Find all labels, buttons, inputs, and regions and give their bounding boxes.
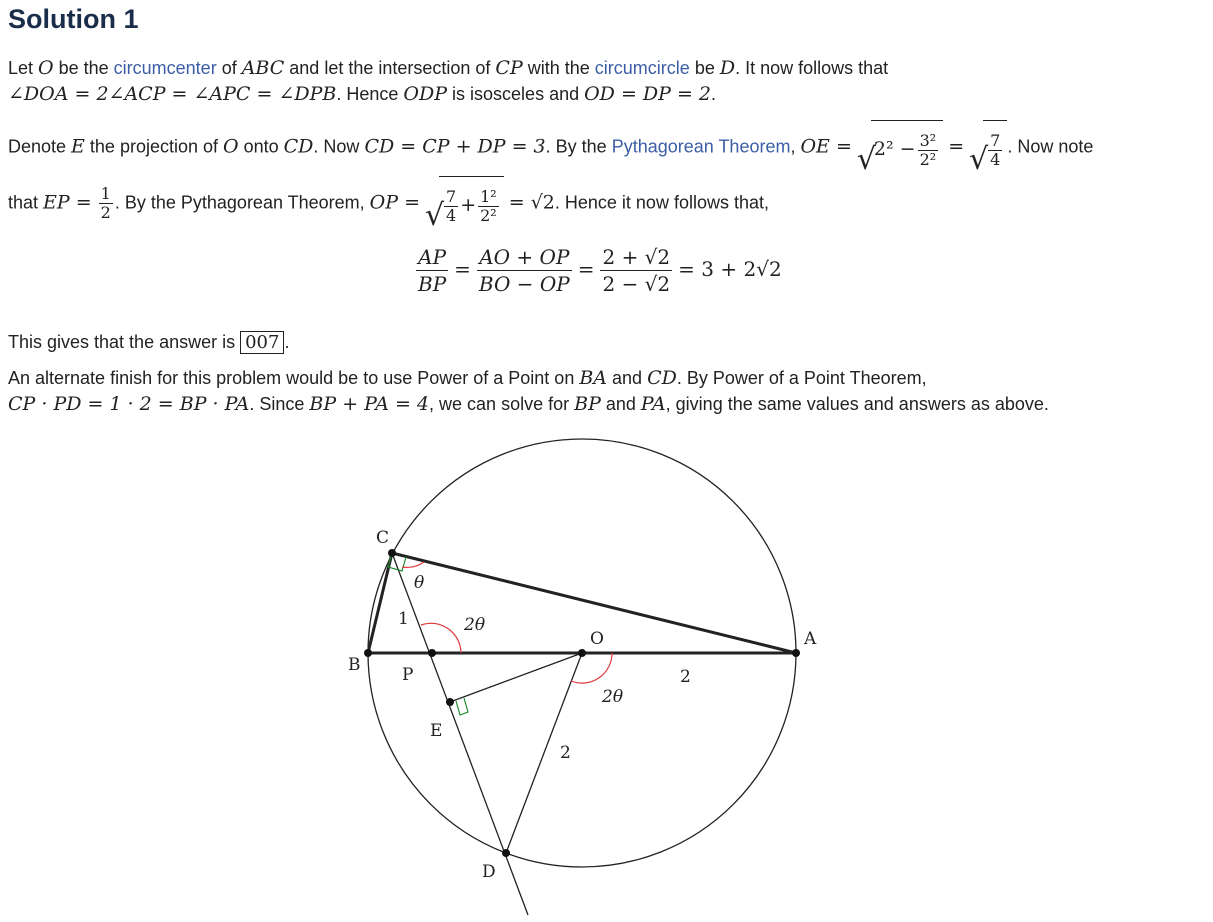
numerator: 1² [480, 186, 497, 206]
math-OP: OP = [369, 191, 420, 214]
arc-theta [402, 562, 424, 567]
math-plus: + [460, 194, 477, 216]
numerator: AP [416, 244, 448, 271]
label-length-od: 2 [560, 743, 571, 763]
math-OE: OE = [800, 135, 852, 158]
arc-2theta-p [421, 623, 461, 653]
point-b [364, 649, 372, 657]
math-EP: EP = [43, 191, 92, 214]
circumcircle-link[interactable]: circumcircle [594, 58, 690, 78]
text: An alternate finish for this problem would be to use Power of a Point on [8, 368, 580, 388]
math-CD: CD [647, 367, 677, 389]
math-od-dp: OD = DP = 2 [584, 83, 712, 105]
math-ODP: ODP [403, 83, 448, 105]
label-length-oa: 2 [680, 667, 691, 687]
denominator: BP [418, 272, 447, 296]
label-length-cp: 1 [398, 609, 409, 629]
label-p: P [402, 665, 414, 685]
denominator: 2 [100, 203, 111, 222]
text: . Now note [1007, 136, 1094, 157]
math-E: E [71, 135, 85, 158]
label-o: O [590, 629, 604, 649]
point-a [792, 649, 800, 657]
text: . Now [313, 136, 365, 157]
math-term: 2² − [873, 138, 916, 160]
segment-oe [450, 653, 582, 702]
pythagorean-theorem-link[interactable]: Pythagorean Theorem [611, 136, 791, 157]
label-c: C [376, 528, 390, 548]
point-c [388, 549, 396, 557]
point-p [428, 649, 436, 657]
math-PA: PA [640, 393, 666, 415]
denominator: 2² [480, 205, 497, 225]
answer-box: 007 [240, 331, 284, 354]
text: is isosceles and [447, 84, 585, 104]
math-O: O [38, 57, 54, 79]
text: . Since [249, 394, 310, 414]
text: Denote [8, 136, 72, 157]
math-angle-equation: ∠DOA = 2∠ACP = ∠APC = ∠DPB [8, 83, 337, 105]
label-d: D [482, 862, 496, 882]
solution-heading: Solution 1 [8, 4, 139, 34]
numerator: 7 [446, 186, 457, 206]
text: This gives that the answer is [8, 332, 241, 352]
denominator: 2 − √2 [602, 272, 671, 296]
text: onto [238, 136, 284, 157]
denominator: 4 [990, 149, 1001, 169]
text: and let the intersection of [284, 58, 496, 78]
denominator: 2² [919, 149, 937, 169]
math-equals: = [454, 257, 471, 281]
line-cd [392, 553, 528, 915]
text: be the [53, 58, 114, 78]
math-BP: BP [574, 393, 601, 415]
text: be [689, 58, 720, 78]
math-equals: = [577, 257, 595, 281]
denominator: 4 [446, 205, 457, 225]
numerator: AO + OP [477, 244, 572, 271]
label-2theta-p: 2θ [464, 615, 486, 635]
point-o [578, 649, 586, 657]
text: with the [522, 58, 595, 78]
text: . Hence it now follows that, [554, 192, 769, 213]
math-D: D [719, 57, 736, 79]
label-e: E [430, 721, 443, 741]
math-equals: = [948, 135, 965, 158]
text: . By the [545, 136, 612, 157]
point-d [502, 849, 510, 857]
text: the projection of [84, 136, 224, 157]
text: . By the Pythagorean Theorem, [114, 192, 370, 213]
text: that [8, 192, 44, 213]
label-theta: θ [414, 573, 425, 593]
text: . [284, 332, 290, 352]
circumcenter-link[interactable]: circumcenter [113, 58, 217, 78]
text: and [600, 394, 641, 414]
math-sum: BP + PA = 4 [309, 393, 430, 415]
sqrt-expression-2: √ $\frac{7}{4}$ [969, 120, 1007, 175]
text: , [790, 136, 801, 157]
numerator: 3² [919, 130, 937, 150]
arc-2theta-o [571, 653, 612, 683]
numerator: 2 + √2 [602, 245, 671, 269]
label-b: B [348, 655, 361, 675]
denominator: BO − OP [478, 272, 570, 296]
text: , giving the same values and answers as above. [665, 394, 1049, 414]
segment-bc [368, 553, 392, 653]
math-BA: BA [579, 367, 608, 389]
text: and [607, 368, 648, 388]
math-cd-equation: CD = CP + DP = 3 [364, 135, 546, 158]
math-equals-sqrt2: = √2 [508, 191, 555, 214]
numerator: 7 [990, 130, 1001, 150]
text: of [216, 58, 242, 78]
math-O: O [223, 135, 239, 158]
text: . Hence [336, 84, 404, 104]
label-a: A [804, 629, 817, 649]
sqrt-expression-3: √ $\frac{7}{4}$ + $\frac{\text{1²}}{\text{2²}}$ [425, 176, 504, 231]
text: . It now follows that [735, 58, 889, 78]
text: . [711, 84, 717, 104]
text: , we can solve for [429, 394, 575, 414]
math-CP: CP [495, 57, 523, 79]
right-angle-e [456, 698, 468, 715]
point-e [446, 698, 454, 706]
math-CD: CD [283, 135, 314, 158]
math-power-of-point: CP · PD = 1 · 2 = BP · PA [8, 393, 250, 415]
text: Let [8, 58, 39, 78]
numerator: 1 [100, 184, 111, 203]
label-2theta-o: 2θ [602, 687, 624, 707]
math-result: = 3 + 2√2 [678, 257, 782, 281]
text: . By Power of a Point Theorem, [676, 368, 927, 388]
sqrt-expression-1: √ 2² − $\frac{\text{3²}}{\text{2²}}$ [857, 120, 943, 175]
math-ABC: ABC [241, 57, 285, 79]
